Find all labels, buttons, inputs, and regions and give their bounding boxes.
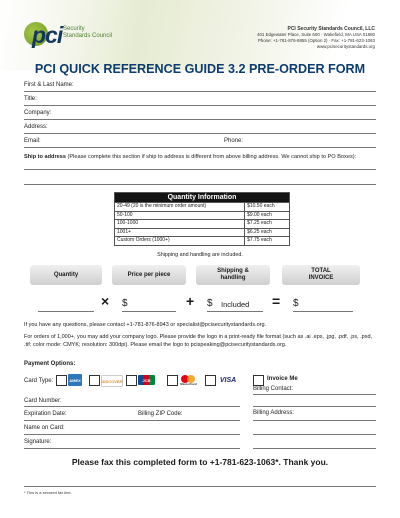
page-title: PCI QUICK REFERENCE GUIDE 3.2 PRE-ORDER FORM	[34, 62, 366, 76]
billing-address-field-2[interactable]	[253, 434, 376, 435]
ship-to-instructions: Ship to address (Please complete this section if ship to address is different from above billing address. We cannot ship to PO Boxes):	[24, 154, 357, 160]
address-label: Address:	[24, 124, 48, 130]
jcb-icon: JCB	[138, 375, 155, 385]
signature-label: Signature:	[24, 439, 52, 445]
name-field[interactable]	[24, 91, 376, 92]
council-address: PCI Security Standards Council, LLC 401 Edgewater Place, Suite 600 · Wakefield, MA USA 01880 Phone: +1-781-876-8855 (Option 2) · Fax: +1-781-623-1063 www.pcisecuritystandards.org	[257, 26, 375, 49]
logo-text: pci	[32, 22, 63, 48]
card-number-field[interactable]	[24, 406, 240, 407]
equals-sign: =	[272, 293, 281, 309]
payment-heading: Payment Options:	[24, 361, 76, 367]
expiration-zip-field[interactable]	[24, 420, 240, 421]
table-row: 50-100 $9.00 each	[115, 211, 290, 220]
name-label: First & Last Name:	[24, 82, 74, 88]
invoice-me-checkbox[interactable]	[253, 375, 264, 386]
quantity-input[interactable]	[38, 311, 94, 312]
email-field[interactable]	[24, 147, 376, 148]
phone-label: Phone:	[224, 138, 244, 144]
discover-icon: DISCOVER	[101, 375, 123, 387]
billing-address-field[interactable]	[253, 420, 376, 421]
total-input[interactable]	[293, 311, 353, 312]
price-pill: Price per piece	[112, 265, 186, 285]
dollar-sign: $	[207, 298, 213, 309]
table-row: 20-49 (20 is the minimum order amount) $10.50 each	[115, 203, 290, 212]
title-label: Title:	[24, 96, 37, 102]
plus-sign: +	[186, 293, 195, 309]
total-pill: TOTAL INVOICE	[282, 265, 360, 285]
included-text: Included	[221, 300, 250, 309]
jcb-checkbox[interactable]	[126, 375, 137, 386]
dollar-sign: $	[122, 298, 128, 309]
address-field[interactable]	[24, 133, 376, 134]
discover-checkbox[interactable]	[89, 375, 100, 386]
quantity-table-header: Quantity Information	[115, 193, 290, 203]
billing-contact-field-2[interactable]	[253, 406, 376, 407]
billing-contact-label: Billing Contact:	[253, 386, 294, 392]
visa-checkbox[interactable]	[205, 375, 216, 386]
amex-icon: AMEX	[68, 374, 82, 386]
expiration-label: Expiration Date:	[24, 411, 67, 417]
billing-zip-label: Billing ZIP Code:	[138, 411, 183, 417]
name-on-card-field[interactable]	[24, 434, 240, 435]
table-row: Custom Orders (1000+) $7.75 each	[115, 237, 290, 246]
quantity-table	[114, 192, 290, 246]
table-row: 100-1000 $7.25 each	[115, 220, 290, 229]
mastercard-icon: MasterCard	[178, 374, 199, 386]
price-input[interactable]	[122, 311, 176, 312]
footnote: * This is a secured fax line.	[24, 490, 72, 495]
quantity-pill: Quantity	[30, 265, 102, 285]
title-field[interactable]	[24, 105, 376, 106]
shipping-note: Shipping and handling are included.	[157, 252, 243, 258]
billing-contact-field[interactable]	[253, 394, 376, 395]
invoice-me-label: Invoice Me	[267, 376, 298, 382]
amex-checkbox[interactable]	[56, 375, 67, 386]
fax-instructions: Please fax this completed form to +1-781-623-1063*. Thank you.	[71, 457, 329, 467]
ship-to-field-2[interactable]	[24, 184, 376, 185]
table-row: 1001+ $6.25 each	[115, 228, 290, 237]
questions-text: If you have any questions, please contact +1-781-876-8943 or specialist@pcisecuritystandards.org.	[24, 322, 267, 328]
times-sign: ×	[101, 293, 110, 309]
signature-field[interactable]	[24, 448, 240, 449]
dollar-sign: $	[293, 298, 299, 309]
custom-orders-text: For orders of 1,000+, you may add your company logo. Please provide the logo in a print-ready file format (such as .ai .eps, .jpg, .pdf, .ps, .psd, .tif; color mode: CMYK; resolution: 300dpi). Please email the logo to pcispeaking@pcisecuritystandards.org.	[24, 334, 373, 348]
billing-address-label: Billing Address:	[253, 410, 295, 416]
ship-to-field-1[interactable]	[24, 169, 376, 170]
card-number-label: Card Number:	[24, 398, 62, 404]
name-on-card-label: Name on Card:	[24, 425, 65, 431]
mastercard-checkbox[interactable]	[167, 375, 178, 386]
visa-icon: VISA	[217, 375, 239, 385]
email-label: Email:	[24, 138, 41, 144]
footer-divider	[24, 486, 376, 487]
logo-subtitle: Security Standards Council	[63, 26, 113, 39]
billing-address-field-3[interactable]	[253, 448, 376, 449]
card-type-label: Card Type:	[24, 378, 54, 384]
shipping-pill: Shipping & handling	[196, 265, 270, 285]
company-label: Company:	[24, 110, 52, 116]
company-field[interactable]	[24, 119, 376, 120]
shipping-value-line	[207, 311, 263, 312]
